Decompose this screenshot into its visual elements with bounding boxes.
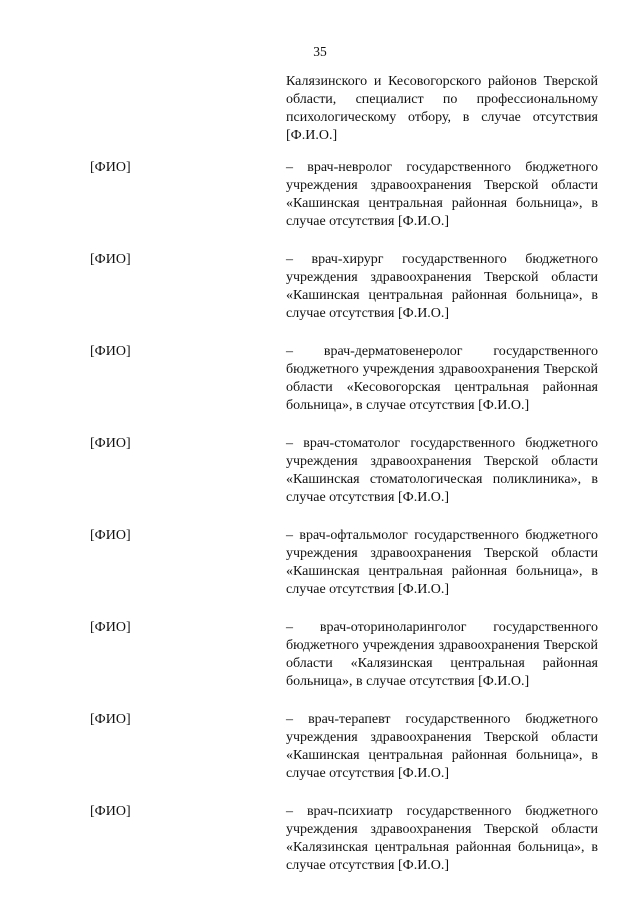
member-role-description: – врач-офтальмолог государственного бюджетного учреждения здравоохранения Тверской области «Кашинская центральная районная больница», в случае отсутствия [Ф.И.О.] — [286, 528, 598, 597]
member-name-line-1: [ФИО] — [90, 344, 131, 359]
member-entry — [90, 159, 598, 231]
member-name-line-1: [ФИО] — [90, 712, 131, 727]
member-role-description: Калязинского и Кесовогорского районов Тверской области, специалист по профессиональному психологическому отбору, в случае отсутствия [Ф.И.О.] — [286, 74, 598, 143]
member-name — [90, 711, 286, 783]
page-number: 35 — [313, 44, 327, 59]
member-entry — [90, 711, 598, 783]
member-name — [90, 159, 286, 231]
member-name-line-1: [ФИО] — [90, 804, 131, 819]
member-entry — [90, 527, 598, 599]
member-name — [90, 803, 286, 875]
member-role-description: – врач-стоматолог государственного бюджетного учреждения здравоохранения Тверской области «Кашинская стоматологическая поликлиника», в случае отсутствия [Ф.И.О.] — [286, 436, 598, 505]
member-name — [90, 435, 286, 507]
member-role-description: – врач-психиатр государственного бюджетного учреждения здравоохранения Тверской области «Калязинская центральная районная больница», в случае отсутствия [Ф.И.О.] — [286, 804, 598, 873]
member-entry — [90, 619, 598, 691]
member-name-line-1: [ФИО] — [90, 436, 131, 451]
member-entry — [90, 435, 598, 507]
member-name — [90, 343, 286, 415]
member-entry — [90, 251, 598, 323]
member-name-line-1: [ФИО] — [90, 160, 131, 175]
member-name — [90, 527, 286, 599]
member-role-description: – врач-дерматовенеролог государственного бюджетного учреждения здравоохранения Тверской области «Кесовогорская центральная районная больница», в случае отсутствия [Ф.И.О.] — [286, 344, 598, 413]
member-name-line-1: [ФИО] — [90, 620, 131, 635]
member-role-description: – врач-оториноларинголог государственного бюджетного учреждения здравоохранения Тверской области «Калязинская центральная районная больница», в случае отсутствия [Ф.И.О.] — [286, 620, 598, 689]
member-role-description: – врач-терапевт государственного бюджетного учреждения здравоохранения Тверской области «Кашинская центральная районная больница», в случае отсутствия [Ф.И.О.] — [286, 712, 598, 781]
member-role-description: – врач-хирург государственного бюджетного учреждения здравоохранения Тверской области «Кашинская центральная районная больница», в случае отсутствия [Ф.И.О.] — [286, 252, 598, 321]
member-role-description: – врач-невролог государственного бюджетного учреждения здравоохранения Тверской области «Кашинская центральная районная больница», в случае отсутствия [Ф.И.О.] — [286, 160, 598, 229]
commission-members-list — [90, 73, 598, 895]
member-name — [90, 251, 286, 323]
member-name-line-1: [ФИО] — [90, 252, 131, 267]
member-name — [90, 619, 286, 691]
member-entry — [90, 343, 598, 415]
member-name — [90, 73, 286, 145]
member-name-line-1: [ФИО] — [90, 528, 131, 543]
member-entry-continuation — [90, 73, 598, 145]
member-entry — [90, 803, 598, 875]
